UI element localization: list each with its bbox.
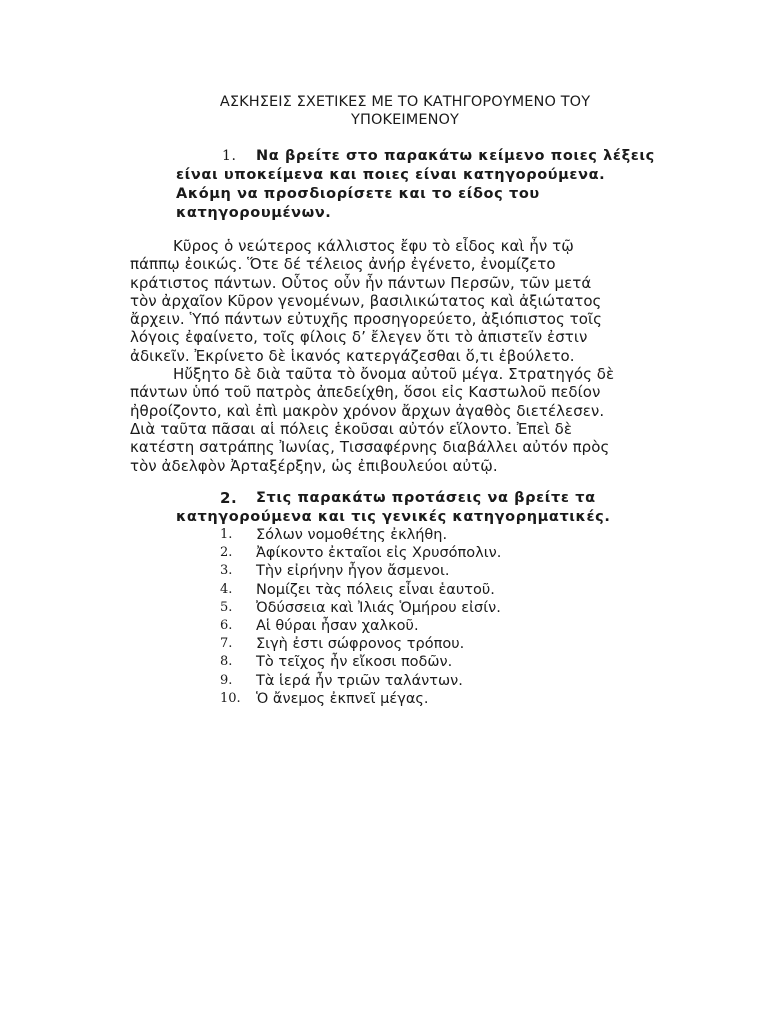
passage-line: τὸν ἀδελφὸν Ἀρταξέρξην, ὡς ἐπιβουλεύοι αὐτῷ.	[130, 456, 498, 475]
list-item-text: Τὴν εἰρήνην ἦγον ἄσμενοι.	[256, 563, 450, 580]
list-item	[176, 599, 656, 617]
passage-line: Διὰ ταῦτα πᾶσαι αἱ πόλεις ἑκοῦσαι αὐτόν εἵλοντο. Ἐπεὶ δὲ	[130, 419, 573, 438]
exercise-1-number: 1.	[222, 148, 237, 164]
exercise-2-line: κατηγορούμενα και τις γενικές κατηγορηματικές.	[176, 509, 611, 525]
list-item-text: Σιγὴ ἐστι σώφρονος τρόπου.	[256, 636, 465, 653]
list-item	[176, 581, 656, 599]
list-item-number: 6.	[220, 617, 233, 633]
list-item	[176, 617, 656, 635]
passage-line: Ηὔξητο δὲ διὰ ταῦτα τὸ ὄνομα αὐτοῦ μέγα. Στρατηγός δὲ	[173, 365, 615, 384]
list-item	[176, 690, 656, 708]
sentence-list	[176, 526, 656, 708]
exercise-1-line: κατηγορουμένων.	[176, 205, 332, 221]
exercise-2-heading	[176, 489, 696, 527]
list-item	[176, 544, 656, 562]
list-item	[176, 562, 656, 580]
list-item	[176, 672, 656, 690]
passage-line: κατέστη σατράπης Ἰωνίας, Τισσαφέρνης διαβάλλει αὐτόν πρὸς	[130, 438, 610, 457]
exercise-1-line: Ακόμη να προσδιορίσετε και το είδος του	[176, 186, 540, 202]
list-item	[176, 653, 656, 671]
list-item-number: 1.	[220, 527, 233, 542]
passage-line: Κῦρος ὁ νεώτερος κάλλιστος ἔφυ τὸ εἶδος καὶ ἦν τῷ	[173, 237, 574, 255]
list-item-number: 4.	[220, 581, 233, 597]
exercise-1-line: Να βρείτε στο παρακάτω κείμενο ποιες λέξεις	[256, 148, 655, 164]
exercise-1-heading	[176, 147, 696, 223]
passage-line: πάππῳ ἐοικώς. Ὅτε δέ τέλειος ἀνήρ ἐγένετο, ἐνομίζετο	[130, 255, 556, 274]
passage-line: ἠθροίζοντο, καὶ ἐπὶ μακρὸν χρόνον ἄρχων ἀγαθὸς διετέλεσεν.	[130, 401, 605, 420]
list-item-number: 2.	[220, 545, 233, 561]
list-item-number: 9.	[220, 672, 233, 688]
passage-line: τὸν ἀρχαῖον Κῦρον γενομένων, βασιλικώτατος καὶ ἀξιώτατος	[130, 291, 602, 310]
list-item-number: 7.	[220, 636, 233, 652]
exercise-1-line: είναι υποκείμενα και ποιες είναι κατηγορούμενα.	[176, 167, 606, 183]
list-item-text: Τὰ ἱερά ἦν τριῶν ταλάντων.	[256, 672, 463, 689]
list-item-text: Νομίζει τὰς πόλεις εἶναι ἑαυτοῦ.	[256, 581, 495, 598]
passage-line: ἄρχειν. Ὑπό πάντων εὐτυχῆς προσηγορεύετο, ἀξιόπιστος τοῖς	[130, 310, 602, 329]
list-item-number: 5.	[220, 599, 233, 615]
list-item	[176, 635, 656, 653]
greek-passage	[130, 237, 650, 475]
passage-line: λόγοις ἐφαίνετο, τοῖς φίλοις δ’ ἔλεγεν ὅτι τὸ ἀπιστεῖν ἐστιν	[130, 328, 588, 347]
passage-line: ἀδικεῖν. Ἐκρίνετο δὲ ἱκανός κατεργάζεσθαι ὅ,τι ἐβούλετο.	[130, 346, 575, 365]
document-title-line-1: ΑΣΚΗΣΕΙΣ ΣΧΕΤΙΚΕΣ ΜΕ ΤΟ ΚΑΤΗΓΟΡΟΥΜΕΝΟ ΤΟΥ	[219, 94, 591, 110]
list-item-number: 3.	[220, 563, 233, 579]
list-item-text: Τὸ τεῖχος ἦν εἴκοσι ποδῶν.	[256, 654, 453, 671]
list-item-text: Ὁ ἄνεμος ἐκπνεῖ μέγας.	[256, 690, 429, 707]
list-item-text: Ἀφίκοντο ἐκταῖοι εἰς Χρυσόπολιν.	[256, 545, 502, 562]
exercise-2-line: Στις παρακάτω προτάσεις να βρείτε τα	[256, 490, 596, 506]
list-item-number: 8.	[220, 654, 233, 670]
document-title-line-2: ΥΠΟΚΕΙΜΕΝΟΥ	[350, 112, 459, 128]
list-item-text: Σόλων νομοθέτης ἐκλήθη.	[256, 527, 448, 543]
list-item	[176, 526, 656, 544]
exercise-2-number: 2.	[220, 489, 238, 507]
passage-line: κράτιστος πάντων. Οὗτος οὖν ἦν πάντων Περσῶν, τῶν μετά	[130, 273, 592, 292]
passage-line: πάντων ὑπό τοῦ πατρὸς ἀπεδείχθη, ὅσοι εἰς Καστωλοῦ πεδίον	[130, 383, 601, 402]
list-item-text: Ὀδύσσεια καὶ Ἰλιάς Ὁμήρου εἰσίν.	[256, 599, 501, 616]
list-item-number: 10.	[220, 690, 241, 706]
list-item-text: Αἱ θύραι ἦσαν χαλκοῦ.	[256, 617, 419, 634]
